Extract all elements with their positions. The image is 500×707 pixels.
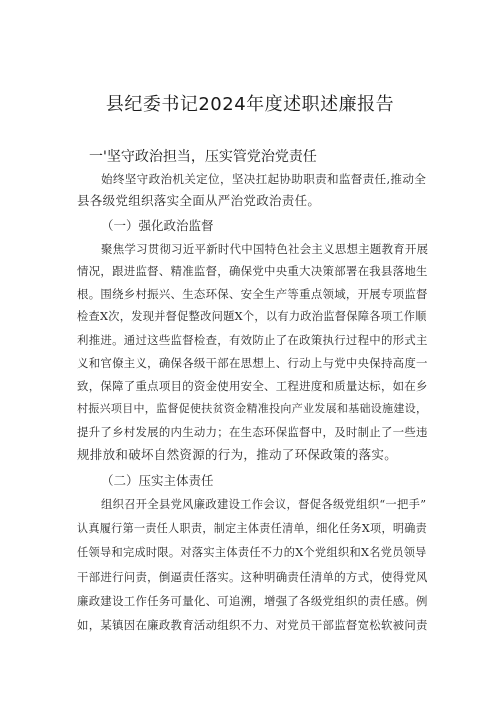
section-heading: 一'坚守政治担当，压实管党治党责任 xyxy=(89,149,317,165)
paragraph-line: 规排放和破坏自然资源的行为，推动了环保政策的落实。 xyxy=(77,447,398,462)
subsection-heading: （一）强化政治监督 xyxy=(101,218,214,233)
paragraph-line: 检查X次，发现并督促整改问题X个，以有力政治监督保障各项工作顺 xyxy=(77,310,427,323)
paragraph-line: 如，某镇因在廉政教育活动组织不力、对党员干部监督宽松软被问责 xyxy=(77,618,428,632)
paragraph-line: 根。围绕乡村振兴、生态环保、安全生产等重点领域，开展专项监督 xyxy=(77,287,428,301)
paragraph-line: 致，保障了重点项目的资金使用安全、工程进度和质量达标，如在乡 xyxy=(77,379,428,393)
paragraph-line: 组织召开全县党风廉政建设工作会议，督促各级党组织“一把手” xyxy=(101,498,427,511)
paragraph-line: 干部进行问责，倒逼责任落实。这种明确责任清单的方式，使得党风 xyxy=(77,570,428,584)
paragraph-line: 廉政建设工作任务可量化、可追溯，增强了各级党组织的责任感。例 xyxy=(77,594,428,608)
subsection-heading: （二）压实主体责任 xyxy=(101,473,214,488)
paragraph-line: 村振兴项目中，监督促使扶贫资金精准投向产业发展和基础设施建设， xyxy=(77,402,428,415)
paragraph-line: 提升了乡村发展的内生动力；在生态环保监督中，及时制止了一些违 xyxy=(77,425,428,439)
document-title: 县纪委书记2024年度述职述廉报告 xyxy=(105,94,395,115)
intro-line: 县各级党组织落实全面从严治党政治责任。 xyxy=(77,193,321,208)
paragraph-line: 利推进。通过这些监督检查，有效防止了在政策执行过程中的形式主 xyxy=(77,333,428,347)
paragraph-line: 任领导和完成时限。对落实主体责任不力的X个党组织和X名党员领导 xyxy=(77,546,427,559)
paragraph-line: 情况，跟进监督、精准监督，确保党中央重大决策部署在我县落地生 xyxy=(77,264,428,278)
paragraph-line: 义和官僚主义，确保各级干部在思想上、行动上与党中央保持高度一 xyxy=(77,356,428,370)
paragraph-line: 聚焦学习贯彻习近平新时代中国特色社会主义思想主题教育开展 xyxy=(101,242,429,256)
intro-line: 始终坚守政治机关定位，坚决扛起协助职责和监督责任,推动全 xyxy=(101,172,427,186)
paragraph-line: 认真履行第一责任人职责，制定主体责任清单，细化任务X项，明确责 xyxy=(77,522,428,535)
